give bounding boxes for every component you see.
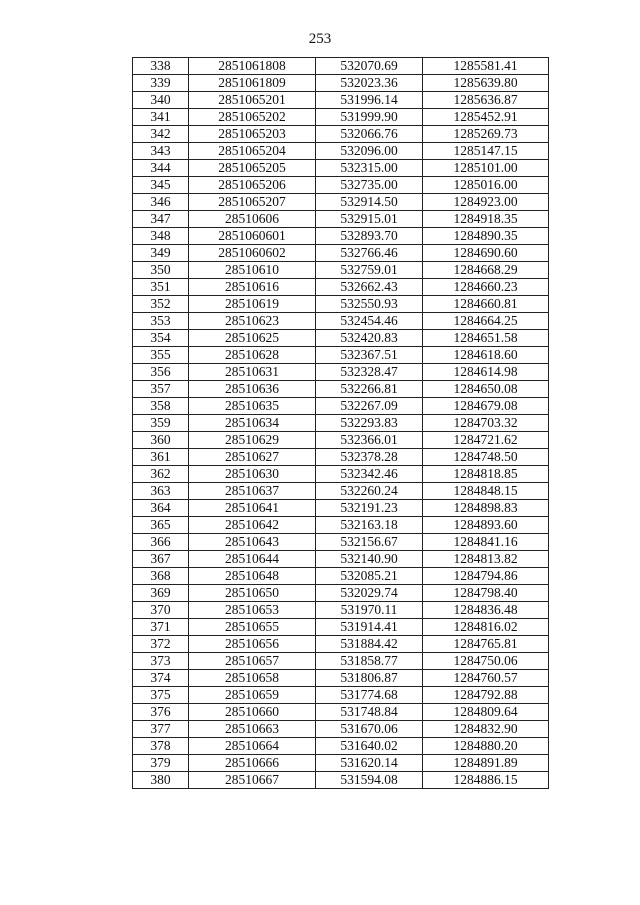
point-id-cell: 28510663: [189, 721, 316, 738]
table-row: [133, 211, 549, 228]
row-number-cell: 374: [133, 670, 189, 687]
x-coordinate-cell: 532266.81: [316, 381, 423, 398]
y-coordinate-cell: 1285639.80: [423, 75, 549, 92]
row-number-cell: 341: [133, 109, 189, 126]
x-coordinate-cell: 532029.74: [316, 585, 423, 602]
table-row: [133, 330, 549, 347]
table-row: [133, 126, 549, 143]
x-coordinate-cell: 531594.08: [316, 772, 423, 789]
x-coordinate-cell: 532759.01: [316, 262, 423, 279]
point-id-cell: 28510648: [189, 568, 316, 585]
table-row: [133, 483, 549, 500]
row-number-cell: 349: [133, 245, 189, 262]
table-row: [133, 670, 549, 687]
y-coordinate-cell: 1284836.48: [423, 602, 549, 619]
table-row: [133, 347, 549, 364]
point-id-cell: 28510656: [189, 636, 316, 653]
table-row: [133, 177, 549, 194]
x-coordinate-cell: 532766.46: [316, 245, 423, 262]
y-coordinate-cell: 1284668.29: [423, 262, 549, 279]
point-id-cell: 28510653: [189, 602, 316, 619]
point-id-cell: 28510636: [189, 381, 316, 398]
row-number-cell: 345: [133, 177, 189, 194]
row-number-cell: 368: [133, 568, 189, 585]
y-coordinate-cell: 1284660.23: [423, 279, 549, 296]
y-coordinate-cell: 1284660.81: [423, 296, 549, 313]
row-number-cell: 366: [133, 534, 189, 551]
row-number-cell: 348: [133, 228, 189, 245]
x-coordinate-cell: 532293.83: [316, 415, 423, 432]
row-number-cell: 371: [133, 619, 189, 636]
y-coordinate-cell: 1284748.50: [423, 449, 549, 466]
row-number-cell: 353: [133, 313, 189, 330]
row-number-cell: 364: [133, 500, 189, 517]
x-coordinate-cell: 532070.69: [316, 58, 423, 75]
y-coordinate-cell: 1284832.90: [423, 721, 549, 738]
point-id-cell: 2851065207: [189, 194, 316, 211]
point-id-cell: 28510606: [189, 211, 316, 228]
y-coordinate-cell: 1284880.20: [423, 738, 549, 755]
x-coordinate-cell: 531858.77: [316, 653, 423, 670]
table-row: [133, 636, 549, 653]
point-id-cell: 28510627: [189, 449, 316, 466]
y-coordinate-cell: 1284679.08: [423, 398, 549, 415]
y-coordinate-cell: 1285016.00: [423, 177, 549, 194]
x-coordinate-cell: 532163.18: [316, 517, 423, 534]
table-row: [133, 92, 549, 109]
x-coordinate-cell: 531774.68: [316, 687, 423, 704]
table-row: [133, 534, 549, 551]
table-row: [133, 381, 549, 398]
x-coordinate-cell: 532156.67: [316, 534, 423, 551]
table-row: [133, 602, 549, 619]
point-id-cell: 28510619: [189, 296, 316, 313]
point-id-cell: 28510643: [189, 534, 316, 551]
y-coordinate-cell: 1284721.62: [423, 432, 549, 449]
x-coordinate-cell: 531806.87: [316, 670, 423, 687]
y-coordinate-cell: 1284813.82: [423, 551, 549, 568]
table-row: [133, 517, 549, 534]
x-coordinate-cell: 532096.00: [316, 143, 423, 160]
row-number-cell: 346: [133, 194, 189, 211]
x-coordinate-cell: 531914.41: [316, 619, 423, 636]
table-row: [133, 58, 549, 75]
x-coordinate-cell: 532315.00: [316, 160, 423, 177]
table-row: [133, 313, 549, 330]
y-coordinate-cell: 1284898.83: [423, 500, 549, 517]
y-coordinate-cell: 1284765.81: [423, 636, 549, 653]
y-coordinate-cell: 1284651.58: [423, 330, 549, 347]
x-coordinate-cell: 532662.43: [316, 279, 423, 296]
y-coordinate-cell: 1284818.85: [423, 466, 549, 483]
table-row: [133, 721, 549, 738]
table-row: [133, 398, 549, 415]
x-coordinate-cell: 531970.11: [316, 602, 423, 619]
table-row: [133, 364, 549, 381]
point-id-cell: 28510610: [189, 262, 316, 279]
x-coordinate-cell: 532085.21: [316, 568, 423, 585]
point-id-cell: 28510637: [189, 483, 316, 500]
x-coordinate-cell: 532366.01: [316, 432, 423, 449]
page-number: 253: [308, 31, 332, 47]
y-coordinate-cell: 1284750.06: [423, 653, 549, 670]
point-id-cell: 28510664: [189, 738, 316, 755]
point-id-cell: 2851065201: [189, 92, 316, 109]
table-row: [133, 704, 549, 721]
x-coordinate-cell: 532367.51: [316, 347, 423, 364]
row-number-cell: 376: [133, 704, 189, 721]
x-coordinate-cell: 532260.24: [316, 483, 423, 500]
table-row: [133, 619, 549, 636]
row-number-cell: 356: [133, 364, 189, 381]
point-id-cell: 28510644: [189, 551, 316, 568]
point-id-cell: 28510616: [189, 279, 316, 296]
y-coordinate-cell: 1284809.64: [423, 704, 549, 721]
row-number-cell: 344: [133, 160, 189, 177]
y-coordinate-cell: 1284816.02: [423, 619, 549, 636]
point-id-cell: 28510625: [189, 330, 316, 347]
point-id-cell: 2851065205: [189, 160, 316, 177]
point-id-cell: 28510630: [189, 466, 316, 483]
x-coordinate-cell: 532066.76: [316, 126, 423, 143]
x-coordinate-cell: 531670.06: [316, 721, 423, 738]
table-row: [133, 585, 549, 602]
row-number-cell: 351: [133, 279, 189, 296]
point-id-cell: 2851065202: [189, 109, 316, 126]
x-coordinate-cell: 532550.93: [316, 296, 423, 313]
table-row: [133, 143, 549, 160]
point-id-cell: 2851065204: [189, 143, 316, 160]
row-number-cell: 339: [133, 75, 189, 92]
table-row: [133, 228, 549, 245]
point-id-cell: 2851060601: [189, 228, 316, 245]
point-id-cell: 2851065203: [189, 126, 316, 143]
point-id-cell: 28510659: [189, 687, 316, 704]
y-coordinate-cell: 1284893.60: [423, 517, 549, 534]
row-number-cell: 338: [133, 58, 189, 75]
y-coordinate-cell: 1284794.86: [423, 568, 549, 585]
x-coordinate-cell: 531996.14: [316, 92, 423, 109]
row-number-cell: 359: [133, 415, 189, 432]
row-number-cell: 377: [133, 721, 189, 738]
x-coordinate-cell: 532915.01: [316, 211, 423, 228]
point-id-cell: 2851061808: [189, 58, 316, 75]
table-row: [133, 551, 549, 568]
y-coordinate-cell: 1284798.40: [423, 585, 549, 602]
table-row: [133, 449, 549, 466]
y-coordinate-cell: 1285101.00: [423, 160, 549, 177]
point-id-cell: 28510667: [189, 772, 316, 789]
coordinates-table-body: [133, 58, 549, 789]
table-row: [133, 245, 549, 262]
row-number-cell: 347: [133, 211, 189, 228]
table-row: [133, 432, 549, 449]
x-coordinate-cell: 532140.90: [316, 551, 423, 568]
x-coordinate-cell: 532454.46: [316, 313, 423, 330]
row-number-cell: 380: [133, 772, 189, 789]
table-row: [133, 568, 549, 585]
point-id-cell: 28510660: [189, 704, 316, 721]
row-number-cell: 360: [133, 432, 189, 449]
row-number-cell: 365: [133, 517, 189, 534]
table-row: [133, 160, 549, 177]
y-coordinate-cell: 1285147.15: [423, 143, 549, 160]
table-row: [133, 415, 549, 432]
table-row: [133, 653, 549, 670]
table-row: [133, 262, 549, 279]
point-id-cell: 28510635: [189, 398, 316, 415]
row-number-cell: 370: [133, 602, 189, 619]
y-coordinate-cell: 1284690.60: [423, 245, 549, 262]
x-coordinate-cell: 532735.00: [316, 177, 423, 194]
x-coordinate-cell: 532328.47: [316, 364, 423, 381]
row-number-cell: 375: [133, 687, 189, 704]
y-coordinate-cell: 1284848.15: [423, 483, 549, 500]
coordinates-table: [132, 57, 549, 789]
y-coordinate-cell: 1285269.73: [423, 126, 549, 143]
row-number-cell: 363: [133, 483, 189, 500]
x-coordinate-cell: 532023.36: [316, 75, 423, 92]
table-row: [133, 279, 549, 296]
x-coordinate-cell: 532378.28: [316, 449, 423, 466]
y-coordinate-cell: 1284792.88: [423, 687, 549, 704]
row-number-cell: 342: [133, 126, 189, 143]
y-coordinate-cell: 1285581.41: [423, 58, 549, 75]
y-coordinate-cell: 1284664.25: [423, 313, 549, 330]
x-coordinate-cell: 532420.83: [316, 330, 423, 347]
point-id-cell: 28510629: [189, 432, 316, 449]
y-coordinate-cell: 1284923.00: [423, 194, 549, 211]
x-coordinate-cell: 532893.70: [316, 228, 423, 245]
row-number-cell: 369: [133, 585, 189, 602]
table-row: [133, 755, 549, 772]
table-row: [133, 109, 549, 126]
x-coordinate-cell: 532914.50: [316, 194, 423, 211]
y-coordinate-cell: 1285636.87: [423, 92, 549, 109]
y-coordinate-cell: 1284614.98: [423, 364, 549, 381]
table-row: [133, 466, 549, 483]
table-row: [133, 194, 549, 211]
point-id-cell: 2851061809: [189, 75, 316, 92]
row-number-cell: 355: [133, 347, 189, 364]
point-id-cell: 28510650: [189, 585, 316, 602]
y-coordinate-cell: 1284760.57: [423, 670, 549, 687]
y-coordinate-cell: 1284841.16: [423, 534, 549, 551]
row-number-cell: 350: [133, 262, 189, 279]
x-coordinate-cell: 531999.90: [316, 109, 423, 126]
y-coordinate-cell: 1285452.91: [423, 109, 549, 126]
point-id-cell: 2851065206: [189, 177, 316, 194]
x-coordinate-cell: 531620.14: [316, 755, 423, 772]
point-id-cell: 28510658: [189, 670, 316, 687]
y-coordinate-cell: 1284703.32: [423, 415, 549, 432]
row-number-cell: 354: [133, 330, 189, 347]
row-number-cell: 340: [133, 92, 189, 109]
table-row: [133, 75, 549, 92]
point-id-cell: 28510623: [189, 313, 316, 330]
row-number-cell: 357: [133, 381, 189, 398]
point-id-cell: 2851060602: [189, 245, 316, 262]
row-number-cell: 367: [133, 551, 189, 568]
point-id-cell: 28510634: [189, 415, 316, 432]
row-number-cell: 352: [133, 296, 189, 313]
row-number-cell: 378: [133, 738, 189, 755]
row-number-cell: 362: [133, 466, 189, 483]
point-id-cell: 28510657: [189, 653, 316, 670]
x-coordinate-cell: 532342.46: [316, 466, 423, 483]
x-coordinate-cell: 531640.02: [316, 738, 423, 755]
row-number-cell: 379: [133, 755, 189, 772]
point-id-cell: 28510655: [189, 619, 316, 636]
x-coordinate-cell: 532191.23: [316, 500, 423, 517]
y-coordinate-cell: 1284918.35: [423, 211, 549, 228]
table-row: [133, 296, 549, 313]
point-id-cell: 28510631: [189, 364, 316, 381]
y-coordinate-cell: 1284891.89: [423, 755, 549, 772]
x-coordinate-cell: 532267.09: [316, 398, 423, 415]
point-id-cell: 28510641: [189, 500, 316, 517]
table-row: [133, 687, 549, 704]
row-number-cell: 343: [133, 143, 189, 160]
x-coordinate-cell: 531748.84: [316, 704, 423, 721]
y-coordinate-cell: 1284618.60: [423, 347, 549, 364]
point-id-cell: 28510628: [189, 347, 316, 364]
x-coordinate-cell: 531884.42: [316, 636, 423, 653]
row-number-cell: 373: [133, 653, 189, 670]
table-row: [133, 772, 549, 789]
row-number-cell: 358: [133, 398, 189, 415]
table-row: [133, 738, 549, 755]
row-number-cell: 361: [133, 449, 189, 466]
point-id-cell: 28510642: [189, 517, 316, 534]
y-coordinate-cell: 1284890.35: [423, 228, 549, 245]
point-id-cell: 28510666: [189, 755, 316, 772]
y-coordinate-cell: 1284886.15: [423, 772, 549, 789]
table-row: [133, 500, 549, 517]
row-number-cell: 372: [133, 636, 189, 653]
y-coordinate-cell: 1284650.08: [423, 381, 549, 398]
